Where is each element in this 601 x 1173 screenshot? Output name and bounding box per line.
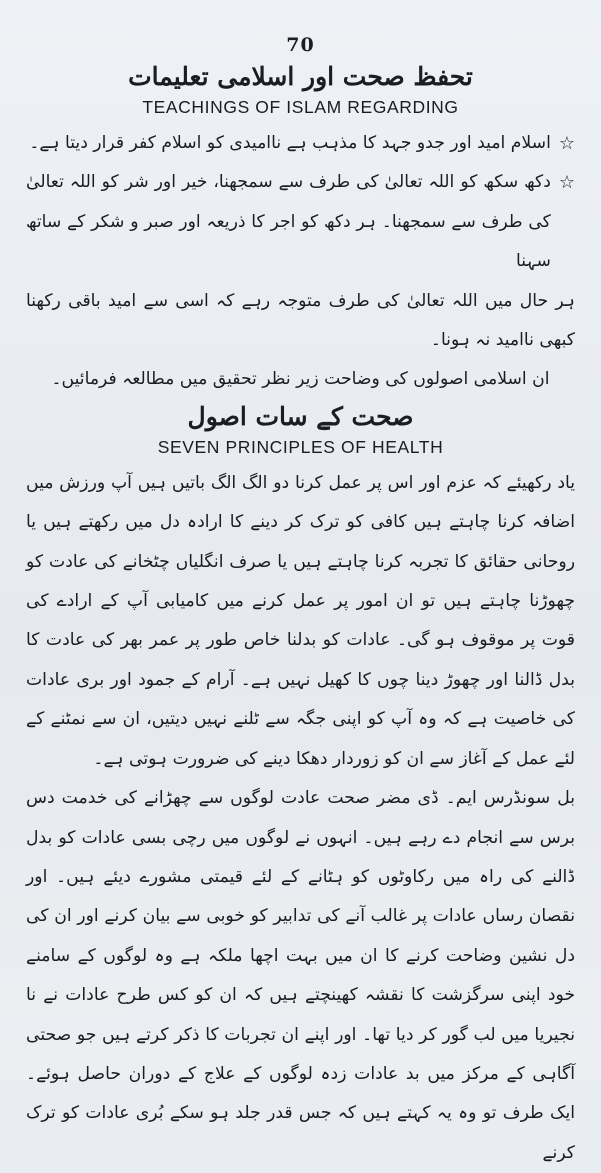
chapter-title-urdu: تحفظ صحت اور اسلامی تعلیمات: [128, 62, 473, 91]
bullet-text: دکھ سکھ کو اللہ تعالیٰ کی طرف سے سمجھنا، خیر اور شر کو اللہ تعالیٰ کی طرف سے سمجھنا۔ ہر دکھ کو اجر کا ذریعہ اور صبر و شکر کے ساتھ سہنا: [26, 172, 551, 272]
bullet-text: اسلام امید اور جدو جہد کا مذہب ہے ناامیدی کو اسلام کفر قرار دیتا ہے۔: [29, 133, 551, 153]
star-icon: ☆: [558, 133, 575, 154]
bullet-item: [26, 124, 575, 163]
star-icon: ☆: [558, 172, 575, 194]
hope-line: ہر حال میں اللہ تعالیٰ کی طرف متوجہ رہے کہ اسی سے امید باقی رکھنا کبھی ناامید نہ ہونا۔: [26, 290, 575, 351]
paragraph-willpower: یاد رکھیئے کہ عزم اور اس پر عمل کرنا دو الگ الگ باتیں ہیں آپ ورزش میں اضافہ کرنا چاہتے ہیں کافی کو ترک کر دینے کا ارادہ دل میں رکھتے ہیں یا روحانی حقائق کا تجربہ کرنا چاہتے ہیں یا صرف انگلیاں چٹخانے کی عادت کو چھوڑنا چاہتے ہیں تو ان امور پر عمل کرنے میں کامیابی آپ کے ارادے کی قوت پر موقوف ہو گی۔ عادات کو بدلنا خاص طور پر عمر بھر کی عادت کا بدل ڈالنا اور چھوڑ دینا چوں کا کھیل نہیں ہے۔ آرام کے جمود اور بری عادات کی خاصیت ہے کہ وہ آپ کو اپنی جگہ سے ٹلنے نہیں دیتیں، ان سے نمٹنے کے لئے عمل کے آغاز سے ان کو زوردار دھکا دینے کی ضرورت ہوتی ہے۔: [26, 472, 575, 769]
section-title-urdu: صحت کے سات اصول: [187, 401, 414, 431]
paragraph-bill-saunders: بل سونڈرس ایم۔ ڈی مضر صحت عادت لوگوں سے چھڑانے کی خدمت دس برس سے انجام دے رہے ہیں۔ انہوں نے لوگوں میں رچی بسی عادات کو بدل ڈالنے کی راہ میں رکاوٹوں کو ہٹانے کے لئے قیمتی مشورے دیئے ہیں۔ اور نقصان رساں عادات پر غالب آنے کی تدابیر کو خوبی سے بیان کرنے اور ان کی دل نشین وضاحت کرنے کا ان میں بہت اچھا ملکہ ہے وہ لوگوں کے سامنے خود اپنی سرگزشت کا نقشہ کھینچتے ہیں کہ ان کو کس طرح عادات نے نا نجیریا میں لب گور کر دیا تھا۔ اور اپنے ان تجربات کا ذکر کرتے ہیں جو صحتی آگاہی کے مرکز میں بد عادات زدہ لوگوں کے علاج کے دوران حاصل ہوئے۔ ایک طرف تو وہ یہ کہتے ہیں کہ جس قدر جلد ہو سکے بُری عادات کو ترک کرنے: [26, 788, 575, 1163]
intro-line: ان اسلامی اصولوں کی وضاحت زیر نظر تحقیق میں مطالعہ فرمائیں۔: [51, 369, 550, 390]
page-number: 70: [286, 34, 315, 56]
chapter-title-english: TEACHINGS OF ISLAM REGARDING: [142, 97, 459, 117]
section-title-english: SEVEN PRINCIPLES OF HEALTH: [157, 436, 444, 457]
bullet-item: [26, 163, 575, 281]
